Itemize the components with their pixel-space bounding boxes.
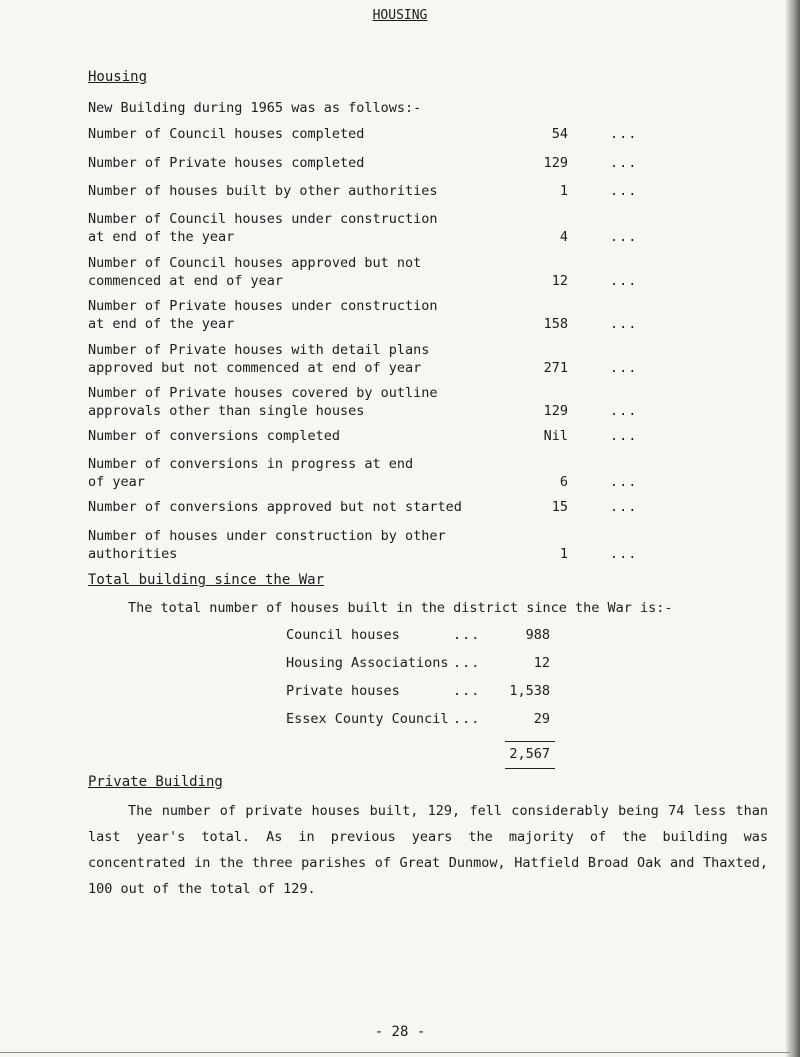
leader-dots: ... [453,627,481,643]
page-header: HOUSING [372,8,428,23]
section-title-housing: Housing [88,69,148,85]
leader-dots: ... [610,360,638,376]
section-title-private-building: Private Building [88,774,223,790]
leader-dots: ... [610,155,638,171]
leader-dots: ... [610,403,638,419]
paragraph-text: The number of private houses built, 129, fell considerably being 74 less than last year's total. As in previous years the majority of the building was concentrated in the three parishes of Great Dunmow, Hatfield Broad Oak and Thaxted, 100 out of the total of 129. [88,803,768,897]
private-building-paragraph [88,798,768,902]
leader-dots: ... [610,474,638,490]
leader-dots: ... [610,428,638,444]
item-label: Number of houses under construction by other [88,528,446,544]
item-value: Nil [543,428,568,444]
section-intro: New Building during 1965 was as follows:- [88,100,422,116]
total-intro: The total number of houses built in the district since the War is:- [128,600,673,616]
leader-dots: ... [610,126,638,142]
item-label: Number of Private houses with detail plans [88,342,430,358]
total-row-value: 29 [533,711,550,727]
page-edge-shadow [786,0,800,1057]
item-label: Number of conversions completed [88,428,340,444]
grand-total-value: 2,567 [509,746,550,762]
item-label: authorities [88,546,178,562]
section-title-total-building: Total building since the War [88,572,325,588]
leader-dots: ... [610,229,638,245]
item-label: Number of Private houses completed [88,155,365,171]
item-label: Number of conversions approved but not started [88,499,462,515]
item-label: Number of Council houses approved but not [88,255,422,271]
item-value: 4 [559,229,568,245]
leader-dots: ... [610,499,638,515]
leader-dots: ... [610,183,638,199]
total-row-label: Council houses [286,627,400,643]
item-value: 129 [543,155,568,171]
item-label: approvals other than single houses [88,403,365,419]
item-value: 129 [543,403,568,419]
item-label: of year [88,474,145,490]
item-label: approved but not commenced at end of year [88,360,422,376]
item-label: Number of Council houses under construction [88,211,438,227]
total-row-value: 988 [525,627,550,643]
item-value: 271 [543,360,568,376]
item-label: Number of Private houses under construction [88,298,438,314]
total-rule-bottom [505,768,555,769]
item-label: commenced at end of year [88,273,284,289]
leader-dots: ... [453,655,481,671]
leader-dots: ... [453,711,481,727]
item-value: 1 [559,546,568,562]
leader-dots: ... [610,546,638,562]
leader-dots: ... [610,273,638,289]
bottom-edge [0,1052,790,1053]
total-row-value: 12 [533,655,550,671]
total-rule-top [505,741,555,742]
total-row-value: 1,538 [509,683,550,699]
item-value: 54 [551,126,568,142]
item-value: 12 [551,273,568,289]
item-label: Number of houses built by other authorities [88,183,438,199]
item-value: 15 [551,499,568,515]
page-number: - 28 - [374,1024,426,1040]
item-label: Number of Private houses covered by outline [88,385,438,401]
leader-dots: ... [610,316,638,332]
item-label: at end of the year [88,316,235,332]
item-label: Number of Council houses completed [88,126,365,142]
total-row-label: Housing Associations [286,655,449,671]
total-row-label: Essex County Council [286,711,449,727]
item-label: Number of conversions in progress at end [88,456,414,472]
item-label: at end of the year [88,229,235,245]
item-value: 158 [543,316,568,332]
leader-dots: ... [453,683,481,699]
item-value: 1 [559,183,568,199]
total-row-label: Private houses [286,683,400,699]
item-value: 6 [559,474,568,490]
